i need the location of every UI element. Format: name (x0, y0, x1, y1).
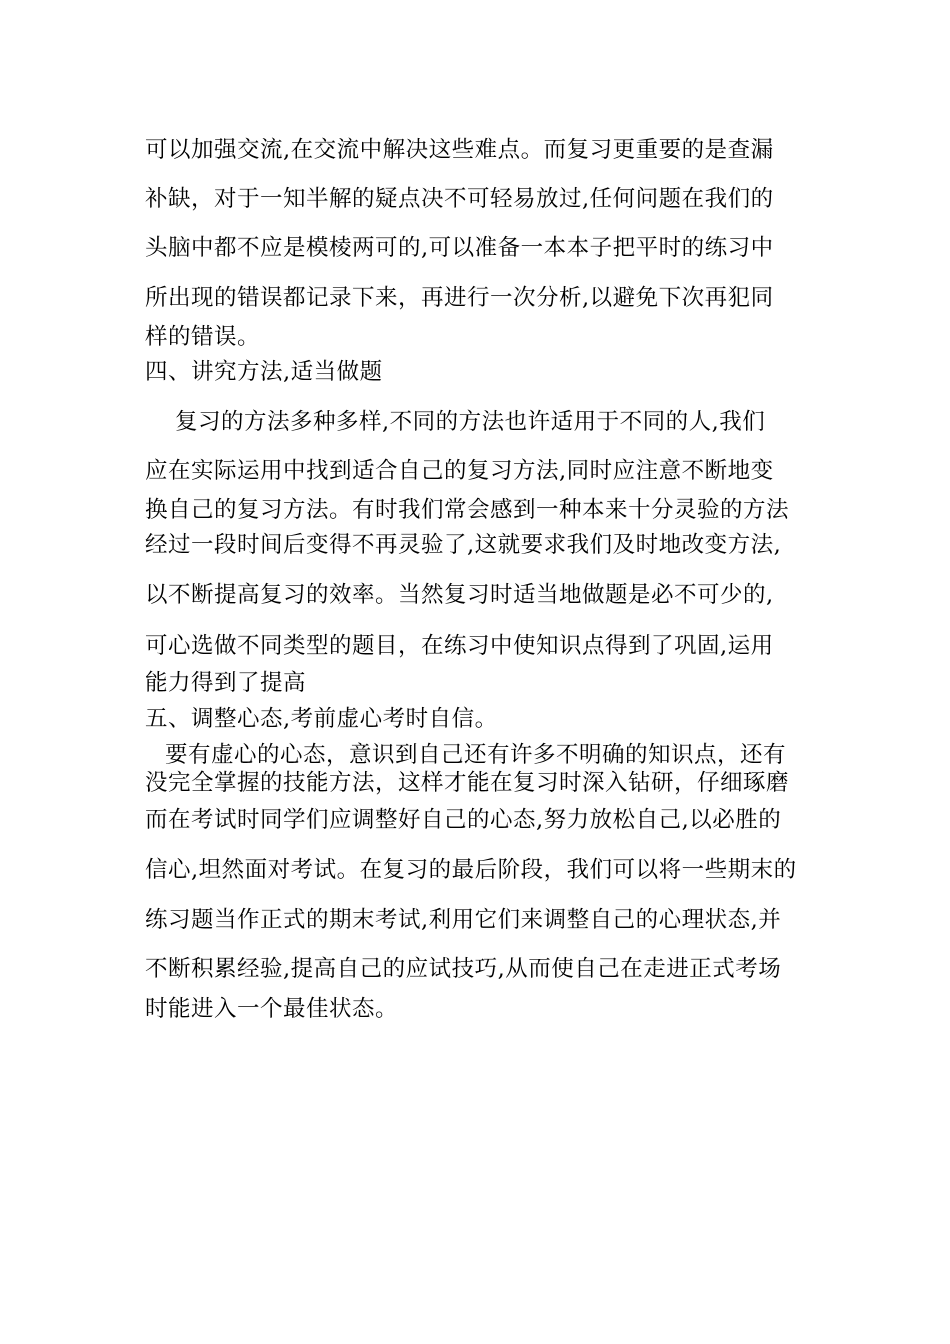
paragraph-line: 以不断提高复习的效率。当然复习时适当地做题是必不可少的, (145, 582, 774, 608)
paragraph-line: 而在考试时同学们应调整好自己的心态,努力放松自己,以必胜的 (145, 807, 782, 833)
paragraph-line: 补缺，对于一知半解的疑点决不可轻易放过,任何问题在我们的 (145, 186, 774, 212)
paragraph-line: 头脑中都不应是模棱两可的,可以准备一本本子把平时的练习中 (145, 235, 774, 261)
paragraph-line: 复习的方法多种多样,不同的方法也许适用于不同的人,我们 (175, 409, 766, 435)
section-heading: 五、调整心态,考前虚心考时自信。 (145, 706, 498, 732)
paragraph-line: 练习题当作正式的期末考试,利用它们来调整自己的心理状态,并 (145, 907, 782, 933)
paragraph-line: 应在实际运用中找到适合自己的复习方法,同时应注意不断地变 (145, 458, 774, 484)
paragraph-line: 可心选做不同类型的题目，在练习中使知识点得到了巩固,运用 (145, 633, 774, 659)
paragraph-line: 经过一段时间后变得不再灵验了,这就要求我们及时地改变方法, (145, 532, 782, 558)
paragraph-line: 信心,坦然面对考试。在复习的最后阶段，我们可以将一些期末的 (145, 857, 797, 883)
paragraph-line: 不断积累经验,提高自己的应试技巧,从而使自己在走进正式考场 (145, 956, 782, 982)
paragraph-line: 所出现的错误都记录下来，再进行一次分析,以避免下次再犯同 (145, 285, 774, 311)
paragraph-line: 要有虚心的心态，意识到自己还有许多不明确的知识点，还有 (165, 742, 787, 768)
paragraph-line: 能力得到了提高 (145, 670, 307, 696)
paragraph-line: 没完全掌握的技能方法，这样才能在复习时深入钻研，仔细琢磨 (145, 770, 790, 796)
paragraph-line: 时能进入一个最佳状态。 (145, 996, 399, 1022)
paragraph-line: 换自己的复习方法。有时我们常会感到一种本来十分灵验的方法 (145, 497, 790, 523)
paragraph-line: 样的错误。 (145, 324, 261, 350)
paragraph-line: 可以加强交流,在交流中解决这些难点。而复习更重要的是查漏 (145, 137, 774, 163)
section-heading: 四、讲究方法,适当做题 (145, 359, 383, 385)
